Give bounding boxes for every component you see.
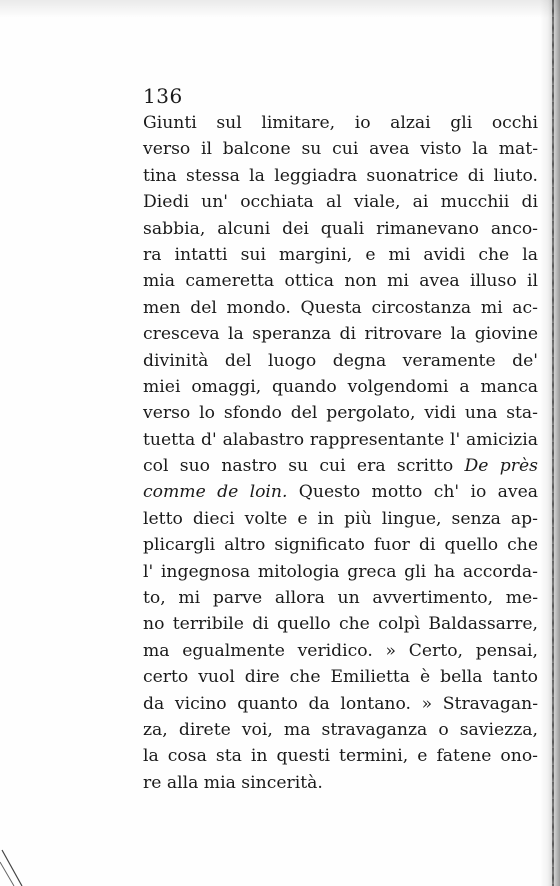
text-line-19: to, mi parve allora un avvertimento, me- (143, 588, 538, 609)
text-line-23: da vicino quanto da lontano. » Stravagan- (143, 693, 538, 714)
page-edge-shadow (540, 0, 560, 886)
text-line-7: mia cameretta ottica non mi avea illuso il (143, 271, 538, 292)
text-line-3: tina stessa la leggiadra suonatrice di liuto. (143, 165, 538, 186)
text-line-12: verso lo sfondo del pergolato, vidi una sta- (143, 403, 538, 424)
text-line-9: cresceva la speranza di ritrovare la giovine (143, 324, 538, 345)
text-line-20: no terribile di quello che colpì Baldassarre, (143, 614, 538, 635)
text-line-4: Diedi un' occhiata al viale, ai mucchii di (143, 192, 538, 213)
text-line-25: la cosa sta in questi termini, e fatene ono- (143, 746, 538, 767)
text-line-18: l' ingegnosa mitologia greca gli ha accorda- (143, 561, 538, 582)
text-line-15-roman: Questo motto ch' io avea (287, 482, 539, 503)
corner-scan-mark (0, 846, 40, 886)
page-number: 136 (143, 84, 183, 108)
text-line-14-roman: col suo nastro su cui era scritto (143, 456, 454, 477)
italic-phrase-comme-de-loin: comme de loin. (143, 482, 288, 503)
text-line-21: ma egualmente veridico. » Certo, pensai, (143, 640, 538, 661)
text-line-6: ra intatti sui margini, e mi avidi che la (143, 244, 538, 265)
body-text (143, 110, 538, 796)
text-line-14 (143, 453, 538, 479)
text-line-15 (143, 479, 538, 505)
text-line-13: tuetta d' alabastro rappresentante l' amicizia (143, 429, 538, 450)
text-line-11: miei omaggi, quando volgendomi a manca (143, 376, 538, 397)
text-line-5: sabbia, alcuni dei quali rimanevano anco- (143, 218, 538, 239)
text-line-10: divinità del luogo degna veramente de' (143, 350, 538, 371)
page-edge-binding (552, 0, 554, 886)
text-line-22: certo vuol dire che Emilietta è bella tanto (143, 667, 538, 688)
text-line-24: za, direte voi, ma stravaganza o saviezza, (143, 719, 538, 740)
text-line-17: plicargli altro significato fuor di quello che (143, 535, 538, 556)
text-line-2: verso il balcone su cui avea visto la mat- (143, 139, 538, 160)
text-line-8: men del mondo. Questa circostanza mi ac- (143, 297, 538, 318)
text-line-1: Giunti sul limitare, io alzai gli occhi (143, 113, 538, 133)
page-top-shadow (0, 0, 560, 18)
text-line-16: letto dieci volte e in più lingue, senza ap- (143, 508, 538, 529)
text-line-26: re alla mia sincerità. (143, 772, 323, 793)
italic-phrase-de-pres: De près (464, 456, 538, 477)
